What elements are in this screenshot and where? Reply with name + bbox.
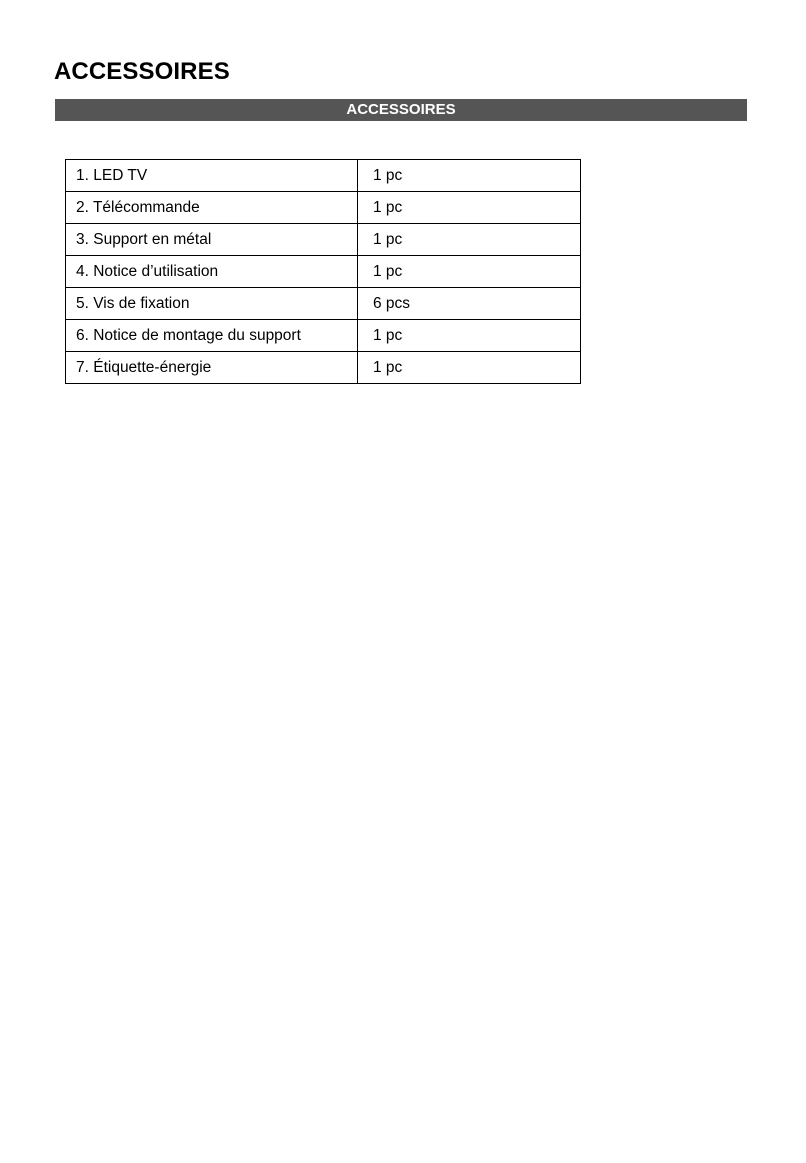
table-row [66, 160, 581, 192]
page-title: ACCESSOIRES [54, 58, 230, 85]
item-name-cell: 7. Étiquette-énergie [66, 352, 358, 384]
item-name-cell: 4. Notice d’utilisation [66, 256, 358, 288]
item-quantity-cell: 1 pc [358, 320, 581, 352]
section-header-bar [55, 99, 747, 121]
item-quantity-cell: 6 pcs [358, 288, 581, 320]
table-row [66, 256, 581, 288]
item-quantity-cell: 1 pc [358, 256, 581, 288]
item-name-cell: 5. Vis de fixation [66, 288, 358, 320]
table-row [66, 352, 581, 384]
table-row [66, 192, 581, 224]
table-row [66, 320, 581, 352]
item-name-cell: 1. LED TV [66, 160, 358, 192]
item-quantity-cell: 1 pc [358, 224, 581, 256]
table-row [66, 288, 581, 320]
table-row [66, 224, 581, 256]
item-quantity-cell: 1 pc [358, 160, 581, 192]
item-name-cell: 2. Télécommande [66, 192, 358, 224]
item-quantity-cell: 1 pc [358, 352, 581, 384]
section-header-label: ACCESSOIRES [346, 101, 456, 118]
item-name-cell: 6. Notice de montage du support [66, 320, 358, 352]
item-quantity-cell: 1 pc [358, 192, 581, 224]
item-name-cell: 3. Support en métal [66, 224, 358, 256]
accessories-table [65, 159, 581, 384]
